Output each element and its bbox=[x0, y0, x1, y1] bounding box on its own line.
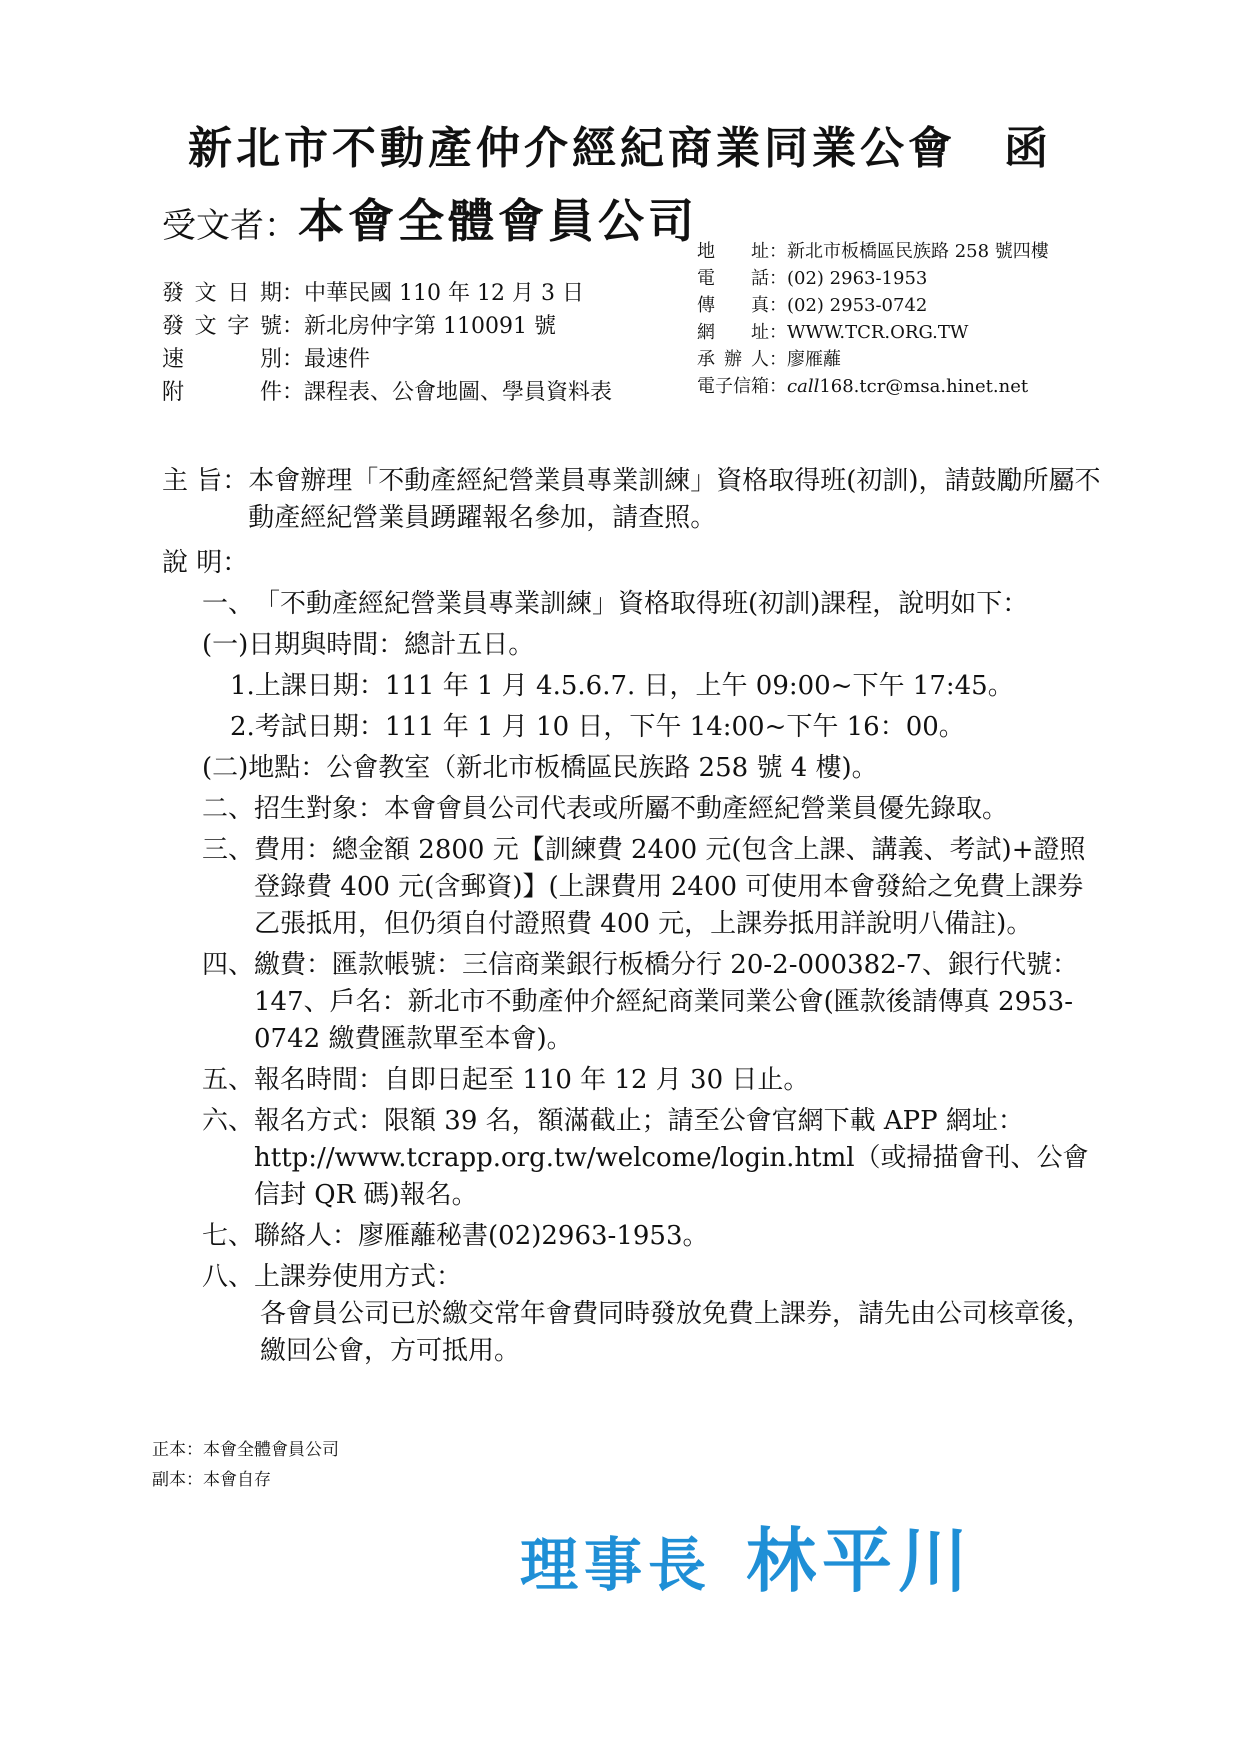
signature-title: 理事長 bbox=[520, 1531, 713, 1599]
meta-priority: 速別 ：最速件 bbox=[162, 347, 371, 372]
meta-attachments: 附件 ：課程表、公會地圖、學員資料表 bbox=[162, 380, 613, 405]
list-item: 八、 上課券使用方式： bbox=[202, 1262, 463, 1292]
list-item: 四、 繳費：匯款帳號：三信商業銀行板橋分行 20-2-000382-7、銀行代號：147、戶名：新北市不動產仲介經紀商業同業公會(匯款後請傳真 2953-0742 繳費匯款單至本會)。 bbox=[202, 950, 1079, 1054]
list-item: 六、 報名方式：限額 39 名，額滿截止；請至公會官網下載 APP 網址：http://www.tcrapp.org.tw/welcome/login.html（或掃描會刊、公會信封 QR 碼)報名。 bbox=[202, 1106, 1089, 1210]
chairman-signature bbox=[520, 1505, 974, 1606]
list-item: 三、 費用：總金額 2800 元【訓練費 2400 元(包含上課、講義、考試)+證照登錄費 400 元(含郵資)】(上課費用 2400 可使用本會發給之免費上課券乙張抵用，但仍須自付證照費 400 元，上課券抵用詳說明八備註)。 bbox=[202, 835, 1086, 939]
meta-date: 發文日期 ：中華民國 110 年 12 月 3 日 bbox=[162, 281, 584, 306]
letter-type: 函 bbox=[1004, 123, 1052, 174]
voucher-instructions: 各會員公司已於繳交常年會費同時發放免費上課券，請先由公司核章後，繳回公會，方可抵用。 bbox=[260, 1299, 1093, 1366]
list-item: 五、 報名時間：自即日起至 110 年 12 月 30 日止。 bbox=[202, 1065, 810, 1095]
recipient-name: 本會全體會員公司 bbox=[298, 194, 698, 248]
org-name: 新北市不動產仲介經紀商業同業公會 bbox=[188, 123, 956, 174]
list-item: (二) 地點：公會教室（新北市板橋區民族路 258 號 4 樓)。 bbox=[202, 753, 878, 783]
copy-main: 正本：本會全體會員公司 bbox=[152, 1440, 339, 1460]
list-item: 一、 「不動產經紀營業員專業訓練」資格取得班(初訓)課程，說明如下： bbox=[202, 589, 1029, 619]
list-item: (一) 日期與時間：總計五日。 bbox=[202, 630, 535, 660]
contact-block bbox=[697, 238, 1049, 400]
contact-email: 電子信箱 ： call 168.tcr@msa.hinet.net bbox=[697, 376, 1029, 397]
list-item: 二、 招生對象：本會會員公司代表或所屬不動產經紀營業員優先錄取。 bbox=[202, 794, 1009, 824]
document-title bbox=[0, 112, 1240, 176]
contact-address: 地址 ：新北市板橋區民族路 258 號四樓 bbox=[697, 241, 1049, 262]
recipient-line bbox=[162, 185, 698, 251]
contact-handler: 承辦人 ：廖雁蘺 bbox=[697, 349, 841, 370]
contact-phone: 電話 ：(02) 2963-1953 bbox=[697, 268, 928, 289]
recipient-label: 受文者： bbox=[162, 206, 298, 246]
list-item: 1. 上課日期：111 年 1 月 4.5.6.7. 日，上午 09:00~下午 17:45。 bbox=[230, 671, 1014, 701]
copy-cc: 副本：本會自存 bbox=[152, 1470, 271, 1490]
list-item: 七、 聯絡人：廖雁蘺秘書(02)2963-1953。 bbox=[202, 1221, 709, 1251]
meta-number: 發文字號 ：新北房仲字第 110091 號 bbox=[162, 314, 556, 339]
contact-fax: 傳真 ：(02) 2953-0742 bbox=[697, 295, 928, 316]
list-item: 2. 考試日期：111 年 1 月 10 日，下午 14:00~下午 16：00。 bbox=[230, 712, 965, 742]
contact-website: 網址 ：WWW.TCR.ORG.TW bbox=[697, 322, 969, 343]
distribution-list bbox=[152, 1435, 339, 1495]
description-label: 說 明： bbox=[162, 548, 249, 578]
subject: 主 旨： 本會辦理「不動產經紀營業員專業訓練」資格取得班(初訓)，請鼓勵所屬不動產經紀營業員踴躍報名參加，請查照。 bbox=[162, 466, 1101, 533]
signature-name: 林平川 bbox=[746, 1520, 975, 1602]
dispatch-meta bbox=[162, 277, 612, 409]
letter-body bbox=[162, 463, 1102, 1370]
